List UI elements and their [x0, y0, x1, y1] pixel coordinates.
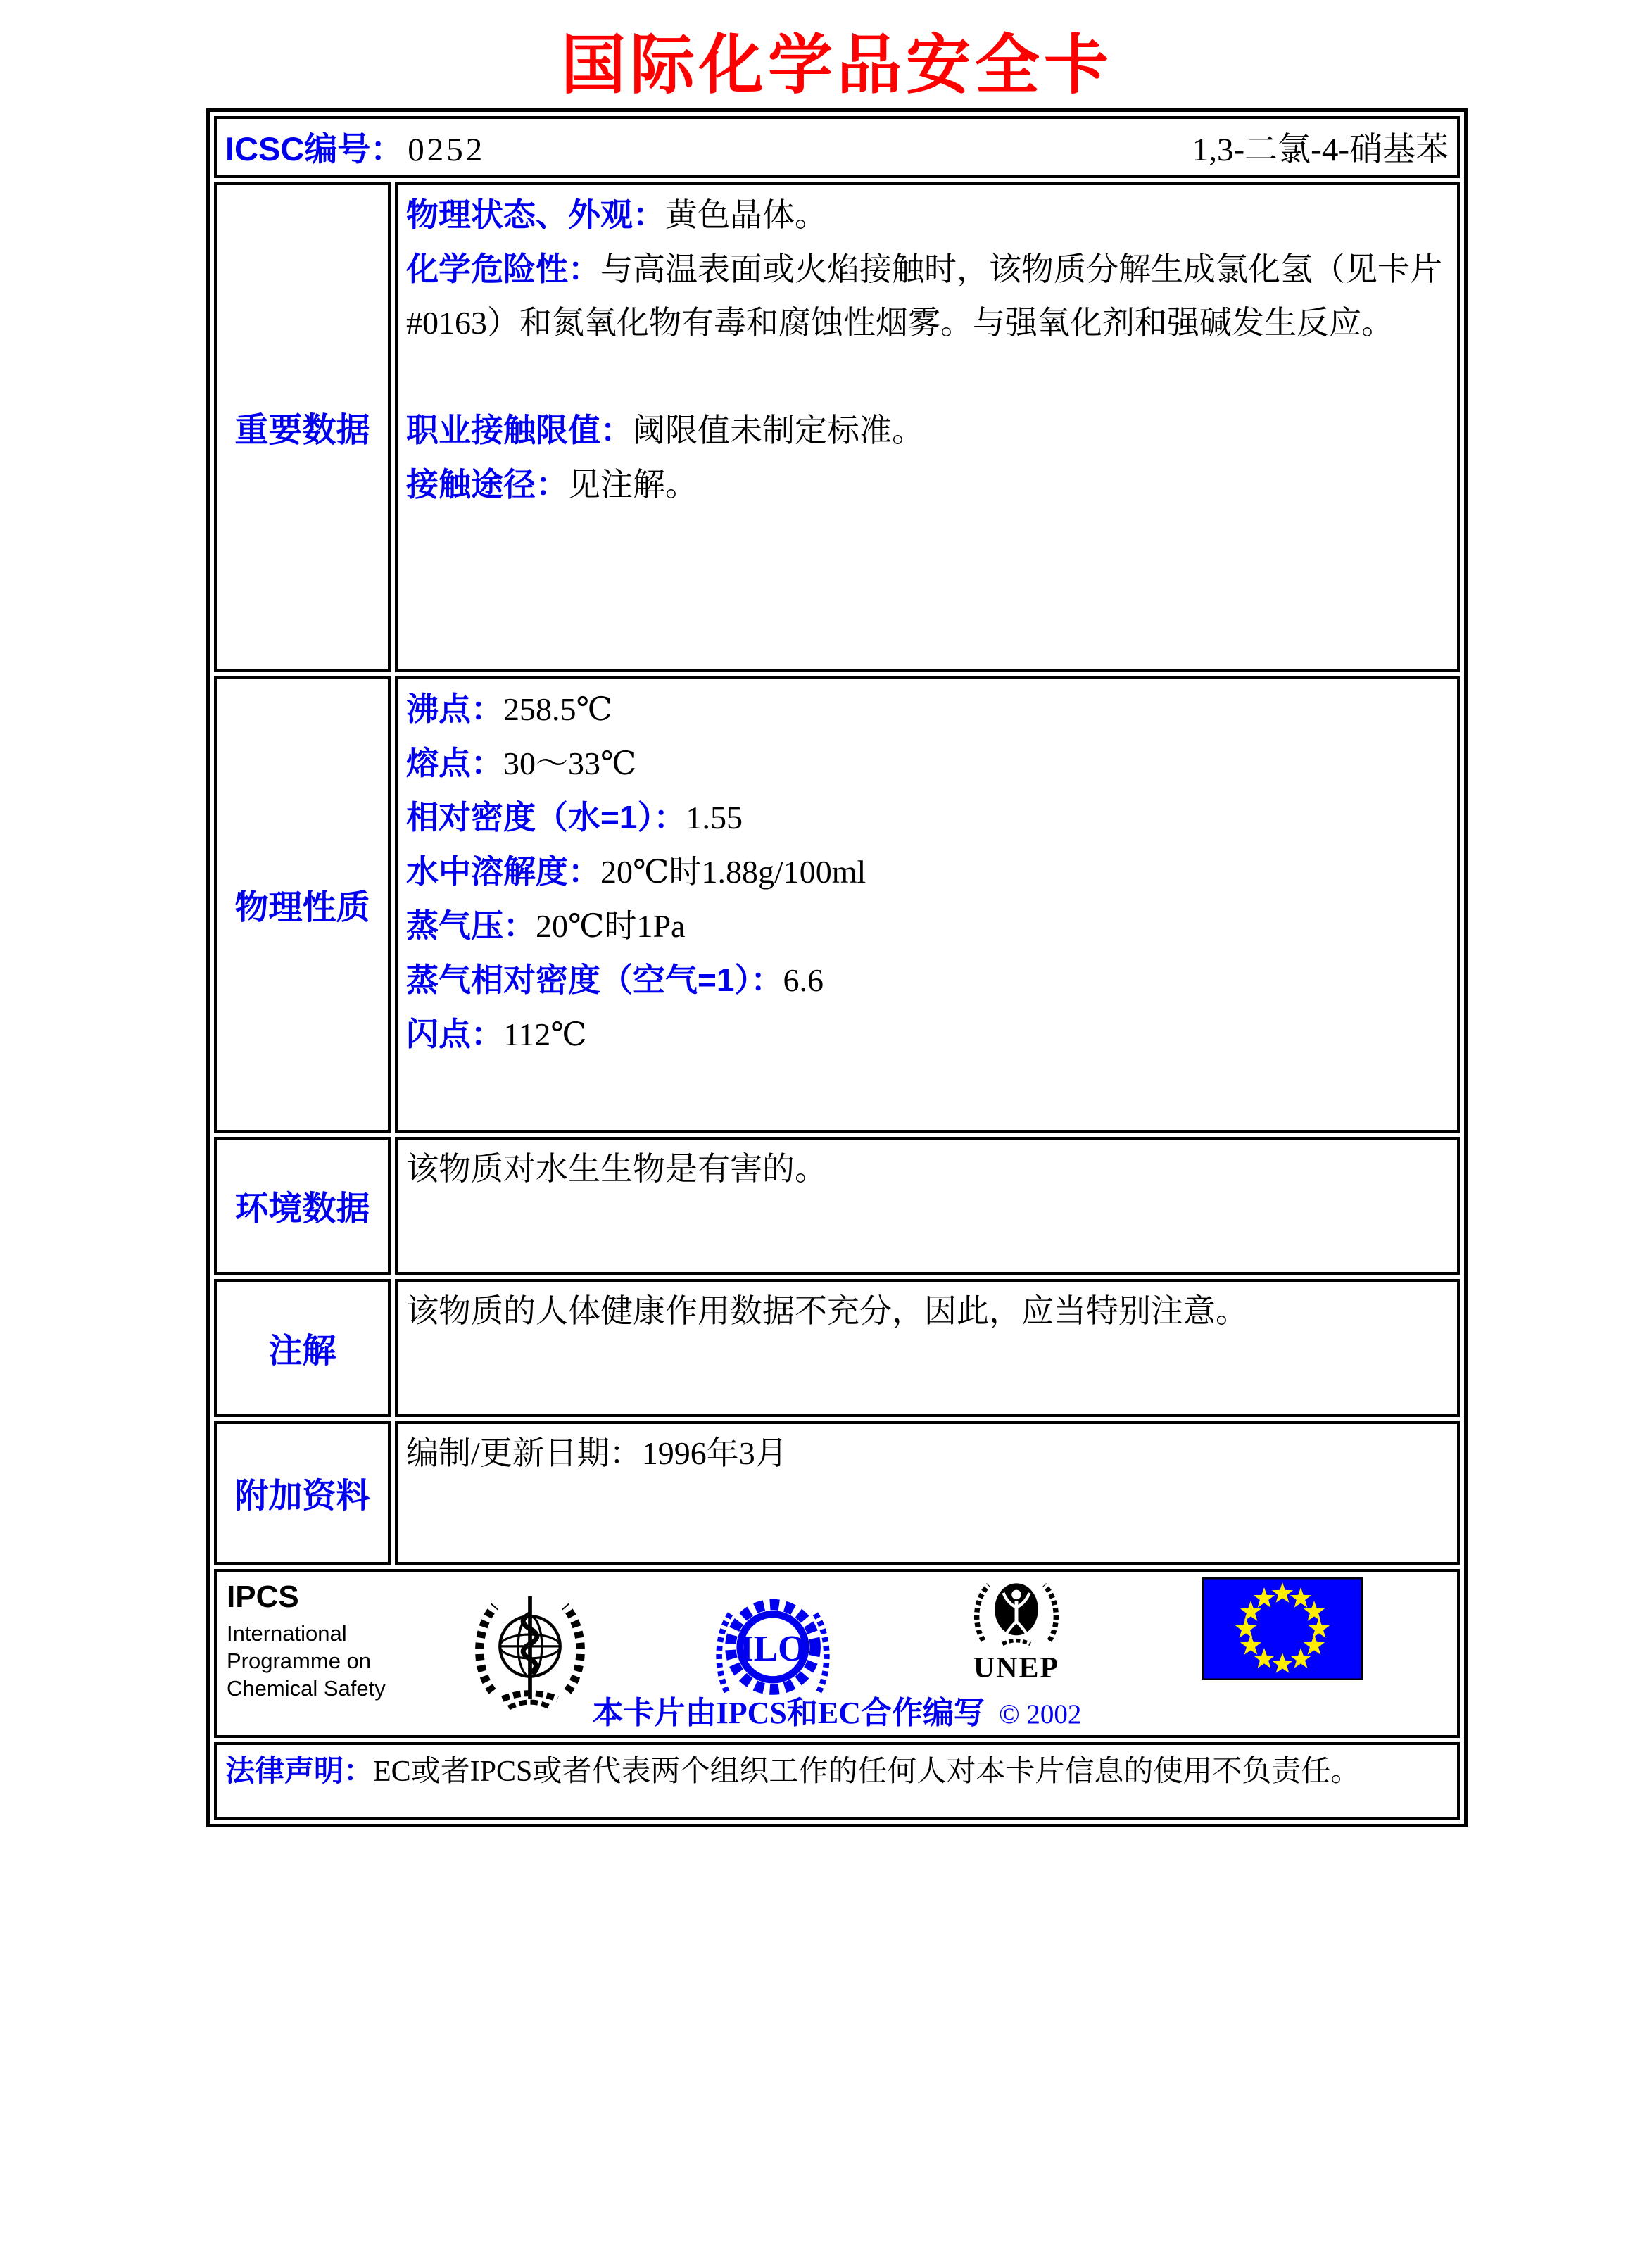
flash-point-value: 112℃ — [503, 1016, 587, 1052]
section-content-notes — [395, 1279, 1460, 1417]
section-label-additional-info: 附加资料 — [214, 1421, 391, 1565]
update-date-value: 1996年3月 — [641, 1435, 788, 1471]
section-label-notes: 注解 — [214, 1279, 391, 1417]
relative-density-line — [406, 790, 1449, 845]
icsc-number-label: ICSC编号： — [225, 130, 404, 168]
physical-state-text: 黄色晶体。 — [665, 196, 827, 233]
vapor-density-line — [406, 953, 1449, 1007]
melting-point-line — [406, 736, 1449, 790]
ipcs-line-1: International — [227, 1620, 347, 1646]
unep-logo-icon — [960, 1575, 1073, 1684]
oel-text: 阈限值未制定标准。 — [633, 412, 924, 448]
credit-line — [217, 1687, 1457, 1732]
ipcs-title: IPCS — [227, 1579, 299, 1614]
icsc-number-group — [225, 123, 485, 170]
flash-point-line — [406, 1007, 1449, 1061]
section-label-important-data: 重要数据 — [214, 182, 391, 672]
icsc-card-table — [206, 108, 1468, 1827]
oel-line — [406, 403, 1449, 458]
water-solubility-value: 20℃时1.88g/100ml — [600, 853, 866, 890]
exposure-route-field: 接触途径： — [406, 465, 568, 503]
melting-point-field: 熔点： — [406, 744, 503, 781]
update-date-line — [406, 1427, 1449, 1480]
relative-density-field: 相对密度（水=1）： — [406, 798, 686, 836]
credit-text: 本卡片由IPCS和EC合作编写 — [592, 1695, 985, 1730]
card-header-row — [214, 116, 1460, 178]
page-title: 国际化学品安全卡 — [560, 27, 1113, 103]
section-content-important-data — [395, 182, 1460, 672]
vapor-density-value: 6.6 — [783, 962, 824, 998]
logos-row — [214, 1569, 1460, 1738]
section-content-physical-properties — [395, 676, 1460, 1133]
section-content-environmental-data — [395, 1137, 1460, 1275]
boiling-point-line — [406, 682, 1449, 736]
melting-point-value: 30～33℃ — [503, 745, 637, 781]
physical-state-field: 物理状态、外观： — [406, 196, 665, 233]
section-content-additional-info — [395, 1421, 1460, 1565]
water-solubility-field: 水中溶解度： — [406, 852, 600, 890]
svg-text:ILO: ILO — [739, 1628, 807, 1669]
chemical-danger-text: 与高温表面或火焰接触时，该物质分解生成氯化氢（见卡片#0163）和氮氧化物有毒和腐蚀性烟雾。与强氧化剂和强碱发生反应。 — [406, 251, 1442, 341]
vapor-density-field: 蒸气相对密度（空气=1）： — [406, 961, 783, 998]
section-label-physical-properties: 物理性质 — [214, 676, 391, 1133]
ipcs-text-block — [227, 1580, 386, 1702]
update-date-field: 编制/更新日期： — [406, 1435, 642, 1471]
flash-point-field: 闪点： — [406, 1015, 503, 1052]
unep-logo-text: UNEP — [973, 1651, 1060, 1684]
notes-text: 该物质的人体健康作用数据不充分，因此，应当特别注意。 — [406, 1292, 1248, 1329]
water-solubility-line — [406, 845, 1449, 899]
chemical-danger-field: 化学危险性： — [406, 250, 600, 287]
exposure-route-line — [406, 458, 1449, 512]
legal-row — [214, 1742, 1460, 1820]
chemical-danger-line — [406, 242, 1449, 350]
eu-flag-icon — [1202, 1577, 1363, 1680]
icsc-number-value: 0252 — [408, 132, 486, 169]
boiling-point-field: 沸点： — [406, 690, 503, 727]
legal-field: 法律声明： — [225, 1753, 374, 1787]
chemical-name: 1,3-二氯-4-硝基苯 — [1192, 132, 1449, 169]
physical-state-line — [406, 188, 1449, 242]
vapor-pressure-field: 蒸气压： — [406, 907, 536, 944]
oel-field: 职业接触限值： — [406, 411, 633, 448]
section-label-environmental-data: 环境数据 — [214, 1137, 391, 1275]
copyright-text: © 2002 — [998, 1699, 1082, 1729]
boiling-point-value: 258.5℃ — [503, 691, 612, 727]
vapor-pressure-line — [406, 899, 1449, 953]
environmental-data-text: 该物质对水生生物是有害的。 — [406, 1150, 827, 1187]
exposure-route-text: 见注解。 — [568, 466, 698, 503]
vapor-pressure-value: 20℃时1Pa — [536, 907, 686, 944]
ipcs-line-3: Chemical Safety — [227, 1675, 386, 1701]
ipcs-line-2: Programme on — [227, 1648, 372, 1673]
legal-text: EC或者IPCS或者代表两个组织工作的任何人对本卡片信息的使用不负责任。 — [373, 1755, 1361, 1788]
icsc-card-page — [206, 0, 1468, 1827]
relative-density-value: 1.55 — [686, 799, 743, 836]
